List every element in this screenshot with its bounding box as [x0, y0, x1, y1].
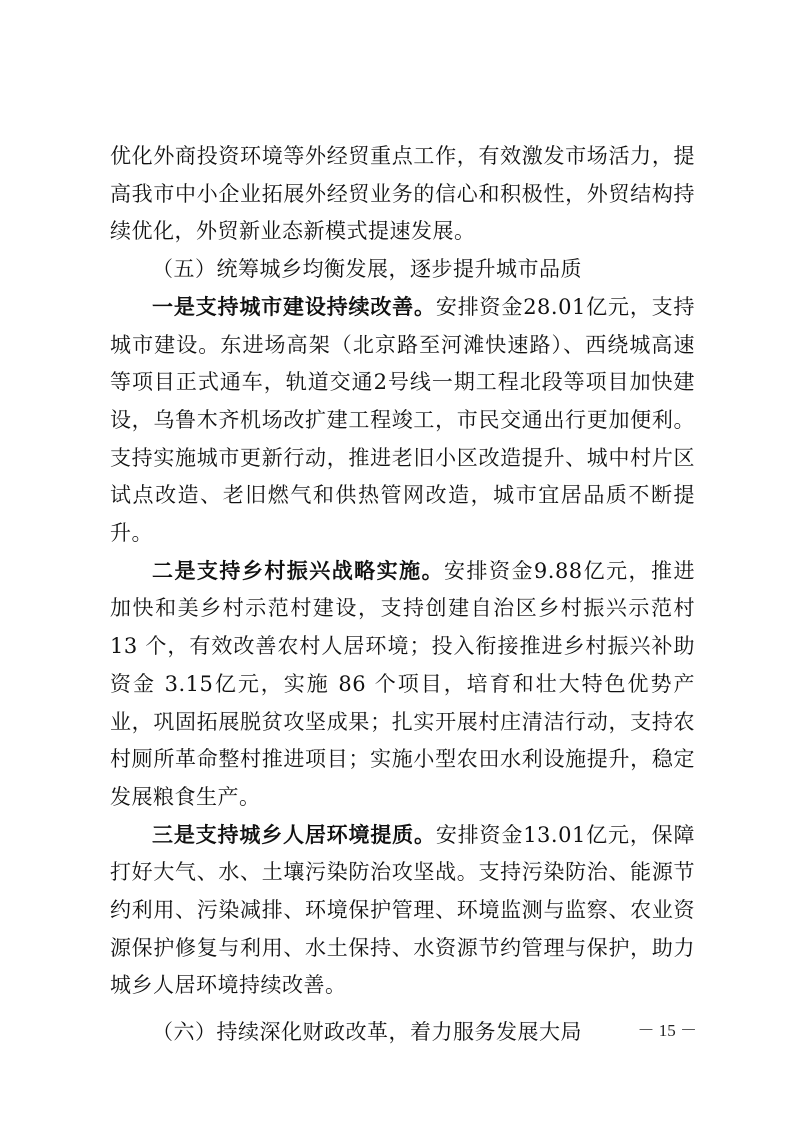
intro-paragraph: 优化外商投资环境等外经贸重点工作，有效激发市场活力，提高我市中小企业拓展外经贸业务的信心和积极性，外贸结构持续优化，外贸新业态新模式提速发展。 — [110, 144, 695, 244]
paragraph-urban-construction — [110, 289, 695, 553]
paragraph-body-rural-revitalization: 安排资金9.88亿元，推进加快和美乡村示范村建设，支持创建自治区乡村振兴示范村 13 个，有效改善农村人居环境；投入衔接推进乡村振兴补助资金 3.15亿元，实施 86 个项目，培育和壮大特色优势产业，巩固拓展脱贫攻坚成果；扎实开展村庄清洁行动，支持农村厕所革命整村推进项目；实施小型农田水利设施提升，稳定发展粮食生产。 — [110, 558, 695, 809]
paragraph-body-urban-construction: 安排资金28.01亿元，支持城市建设。东进场高架（北京路至河滩快速路）、西绕城高速等项目正式通车，轨道交通2号线一期工程北段等项目加快建设，乌鲁木齐机场改扩建工程竣工，市民交通出行更加便利。支持实施城市更新行动，推进老旧小区改造提升、城中村片区试点改造、老旧燃气和供热管网改造，城市宜居品质不断提升。 — [110, 294, 695, 546]
section-6-heading: （六）持续深化财政改革，着力服务发展大局 — [152, 1020, 582, 1045]
paragraph-lead-living-environment: 三是支持城乡人居环境提质。 — [152, 822, 436, 847]
paragraph-rural-revitalization — [110, 553, 695, 817]
paragraph-living-environment — [110, 817, 695, 1006]
section-5-heading: （五）统筹城乡均衡发展，逐步提升城市品质 — [152, 257, 582, 282]
paragraph-body-living-environment: 安排资金13.01亿元，保障打好大气、水、土壤污染防治攻坚战。支持污染防治、能源节约利用、污染减排、环境保护管理、环境监测与监察、农业资源保护修复与利用、水土保持、水资源节约管理与保护，助力城乡人居环境持续改善。 — [110, 822, 695, 998]
paragraph-lead-rural-revitalization: 二是支持乡村振兴战略实施。 — [152, 558, 445, 583]
paragraph-lead-urban-construction: 一是支持城市建设持续改善。 — [152, 294, 436, 319]
document-body — [110, 138, 695, 1052]
page-number: － 15 － — [637, 1021, 697, 1040]
